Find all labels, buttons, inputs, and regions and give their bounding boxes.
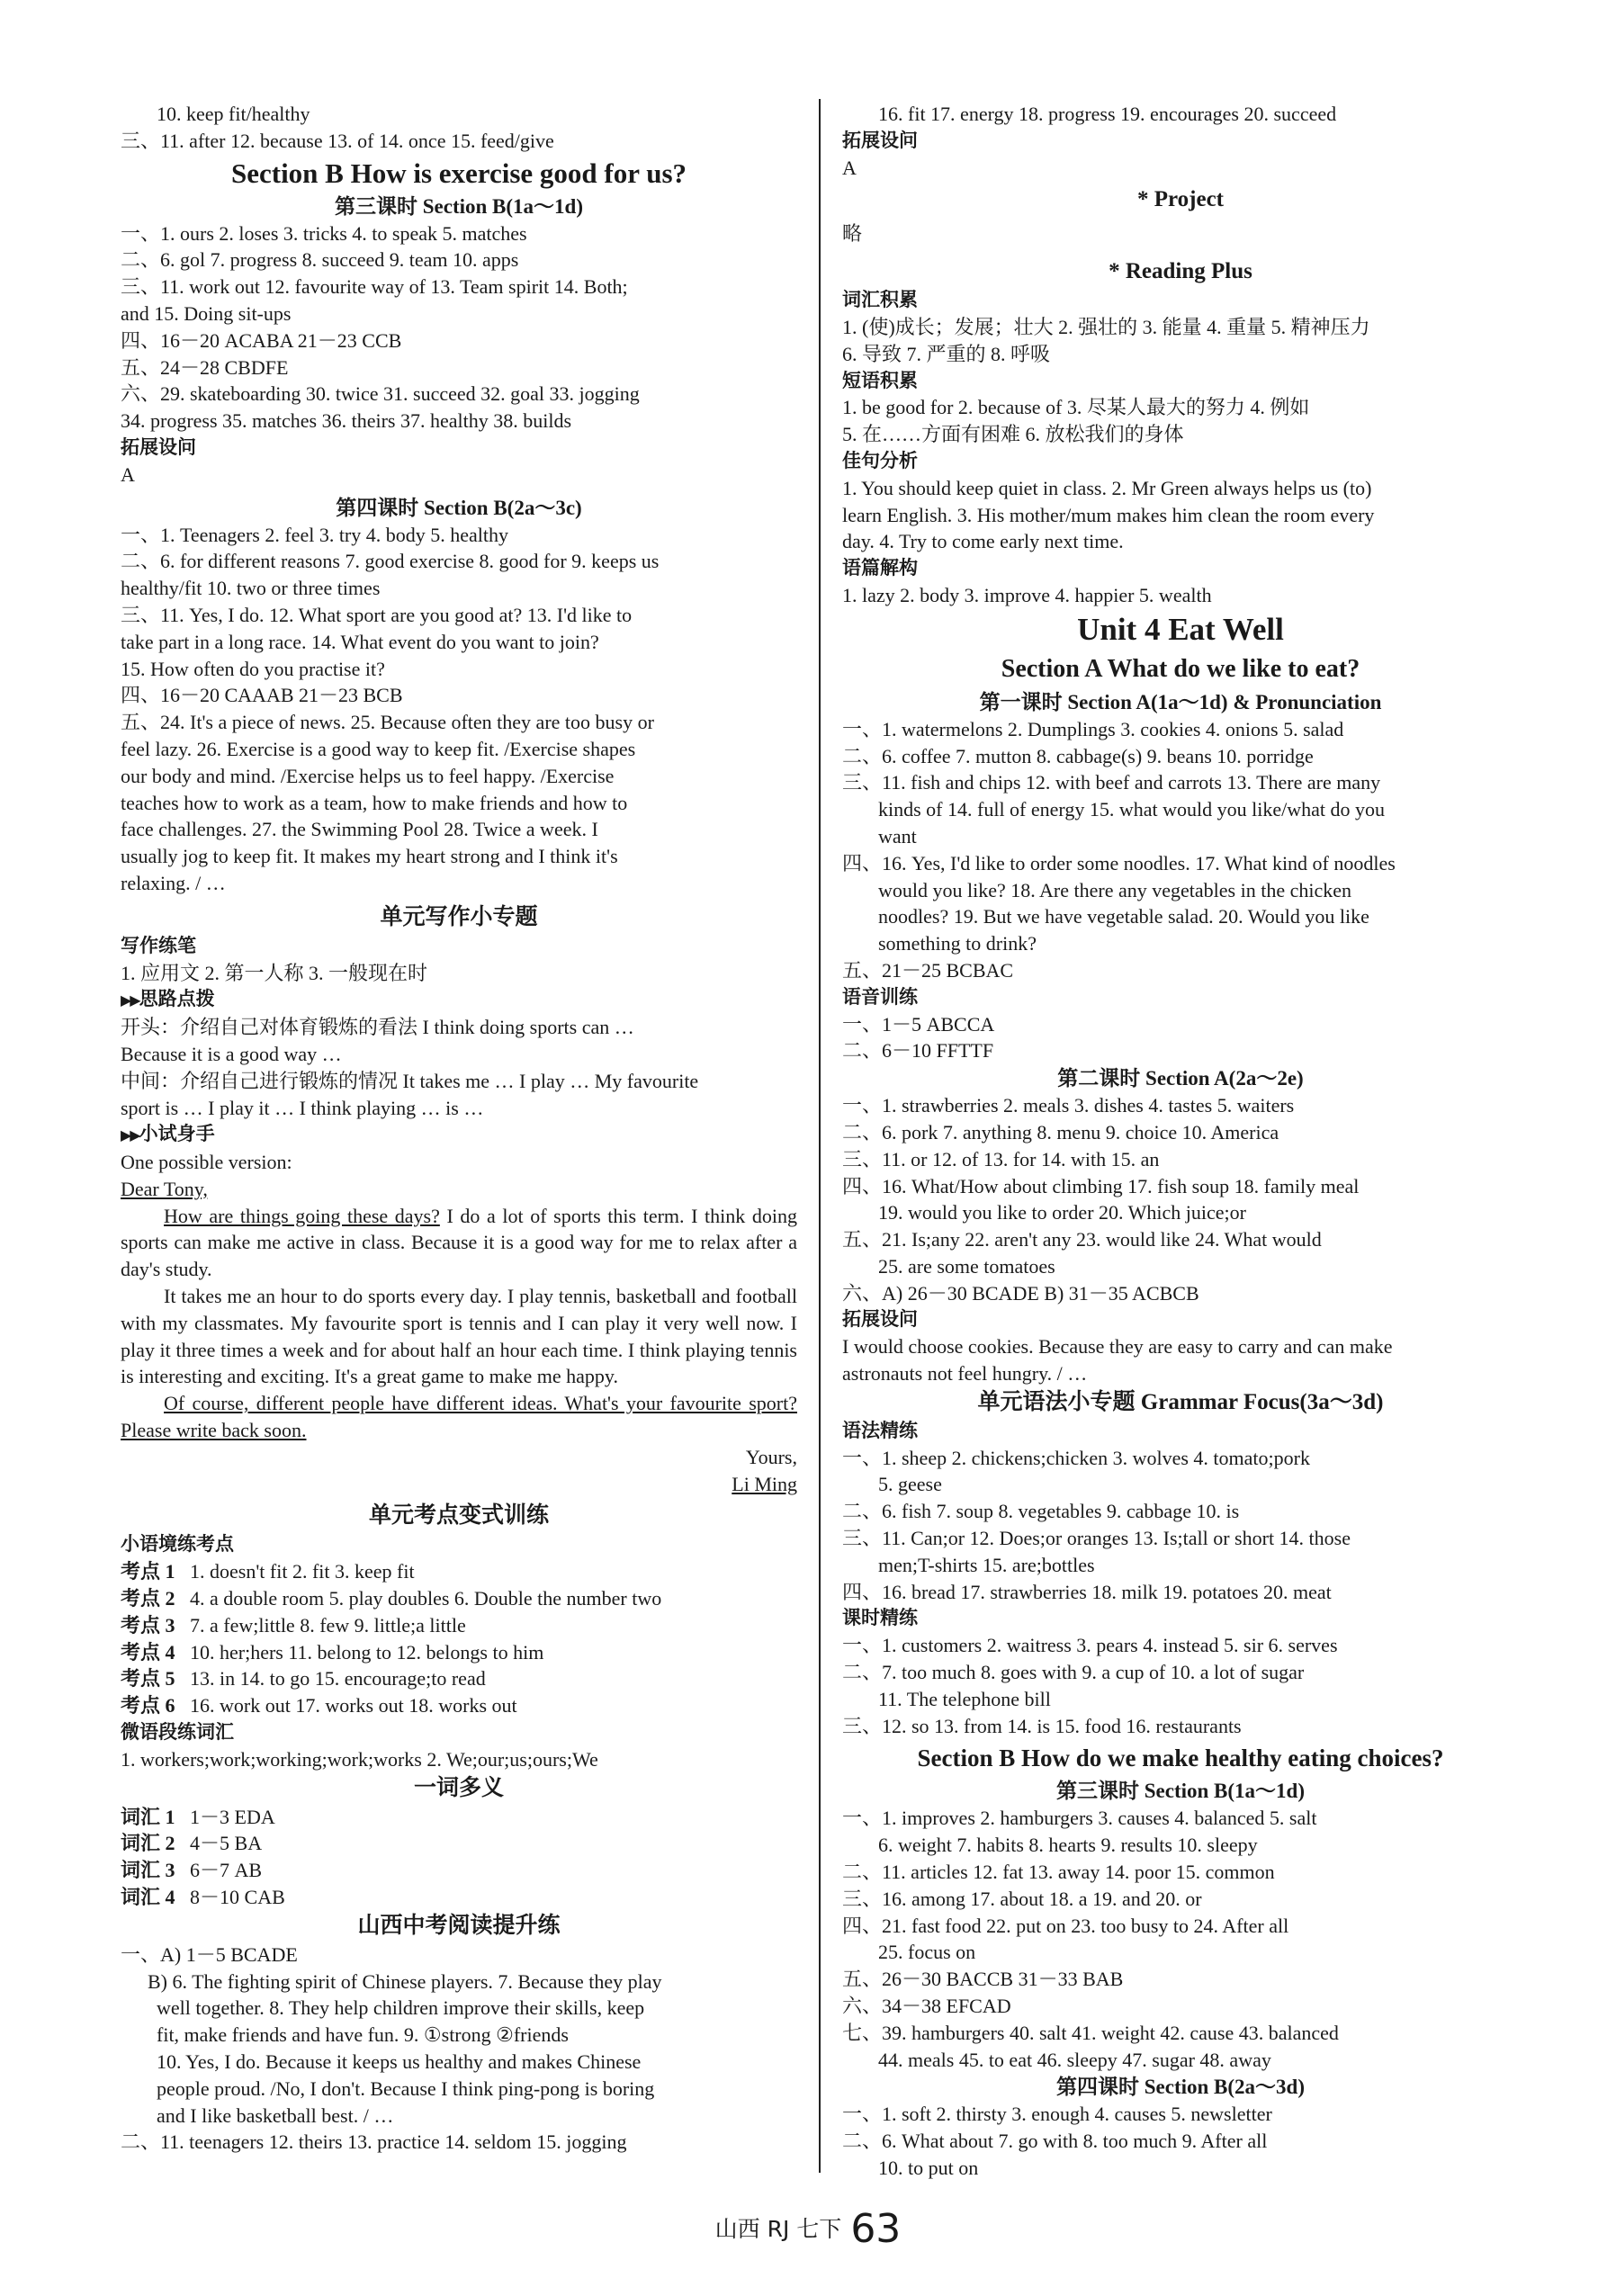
letter-signature: Li Ming	[732, 1472, 797, 1495]
answer-line: 6. weight 7. habits 8. hearts 9. results 10. sleepy	[878, 1834, 1258, 1857]
thinking-line: Because it is a good way …	[121, 1042, 342, 1065]
answer-line: 一、1. soft 2. thirsty 3. enough 4. causes 5. newsletter	[842, 2103, 1272, 2126]
answer-line: relaxing. / …	[121, 871, 226, 894]
answer-line: healthy/fit 10. two or three times	[121, 577, 381, 600]
letter-paragraph-2: It takes me an hour to do sports every day. I play tennis, basketball and football with my classmates. My favourite sport is tennis and I can play it very well now. I play it three times a week and for about half an hour each time. I think playing tennis is interesting and exciting. It's a great game to make me happy.	[121, 1285, 797, 1388]
page-number: 63	[850, 2206, 902, 2252]
lesson1-title: 第一课时 Section A(1a～1d) & Pronunciation	[979, 690, 1382, 713]
answer-line: 四、21. fast food 22. put on 23. too busy to 24. After all	[842, 1914, 1289, 1937]
variant-key: 考点 2	[121, 1587, 175, 1610]
extension-label: 拓展设问	[842, 129, 918, 151]
answer-line: 16. fit 17. energy 18. progress 19. encourages 20. succeed	[878, 103, 1337, 125]
polysemy-key: 词汇 4	[121, 1886, 175, 1909]
lesson3-title: 第三课时 Section B(1a～1d)	[335, 194, 583, 218]
phrase-label: 短语积累	[842, 369, 918, 391]
answer-line: 三、11. or 12. of 13. for 14. with 15. an	[842, 1147, 1160, 1170]
answer-line: 二、6. What about 7. go with 8. too much 9. After all	[842, 2130, 1268, 2153]
variant-key: 考点 3	[121, 1613, 175, 1637]
variant-value: 16. work out 17. works out 18. works out	[190, 1694, 517, 1718]
polysemy-key: 词汇 3	[121, 1859, 175, 1882]
project-title: * Project	[1136, 187, 1224, 212]
reading-title: 山西中考阅读提升练	[357, 1913, 561, 1938]
answer-line: 一、1－5 ABCCA	[842, 1012, 995, 1036]
extension-label: 拓展设问	[121, 435, 196, 458]
answer-line: take part in a long race. 14. What event do you want to join?	[121, 630, 599, 653]
variant-row	[121, 1665, 797, 1692]
polysemy-key: 词汇 1	[121, 1805, 175, 1828]
answer-line: 三、11. work out 12. favourite way of 13. Team spirit 14. Both;	[121, 275, 628, 299]
answer-line: 二、6. pork 7. anything 8. menu 9. choice 10. America	[842, 1120, 1279, 1144]
sentence-label: 佳句分析	[842, 449, 918, 471]
answer-line: 一、1. customers 2. waitress 3. pears 4. instead 5. sir 6. serves	[842, 1634, 1338, 1657]
grammar-title: 单元语法小专题 Grammar Focus(3a～3d)	[977, 1389, 1384, 1414]
answer-line: 七、39. hamburgers 40. salt 41. weight 42. cause 43. balanced	[842, 2021, 1339, 2044]
answer-line: I would choose cookies. Because they are easy to carry and can make	[842, 1335, 1393, 1359]
answer-line: 四、16. bread 17. strawberries 18. milk 19. potatoes 20. meat	[842, 1580, 1332, 1603]
phonetics-label: 语音训练	[842, 985, 918, 1008]
answer-line: well together. 8. They help children improve their skills, keep	[157, 1996, 645, 2020]
answer-line: 二、6. gol 7. progress 8. succeed 9. team 10. apps	[121, 248, 519, 272]
answer-line: 五、21. Is;any 22. aren't any 23. would like 24. What would	[842, 1228, 1322, 1251]
answer-line: 10. to put on	[878, 2157, 979, 2179]
answer-line: men;T-shirts 15. are;bottles	[878, 1553, 1095, 1576]
thinking-line: 中间：介绍自己进行锻炼的情况 It takes me … I play … My favourite	[121, 1069, 699, 1092]
answer-line: feel lazy. 26. Exercise is a good way to keep fit. /Exercise shapes	[121, 737, 636, 760]
answer-line: 1. (使)成长；发展；壮大 2. 强壮的 3. 能量 4. 重量 5. 精神压力	[842, 315, 1370, 338]
left-column	[121, 101, 797, 2156]
micro-label: 微语段练词汇	[121, 1721, 234, 1744]
polysemy-row	[121, 1830, 797, 1857]
extension-answer: A	[121, 462, 135, 486]
variant-value: 10. her;hers 11. belong to 12. belongs to him	[190, 1640, 544, 1664]
answer-line: fit, make friends and have fun. 9. ①strong ②friends	[157, 2023, 569, 2047]
variant-row	[121, 1692, 797, 1719]
letter-paragraph-1	[121, 1203, 797, 1283]
answer-line: 25. are some tomatoes	[878, 1254, 1055, 1278]
answer-line: 5. 在……方面有困难 6. 放松我们的身体	[842, 423, 1184, 446]
answer-line: 二、6. for different reasons 7. good exercise 8. good for 9. keeps us	[121, 550, 660, 573]
variant-title: 单元考点变式训练	[368, 1503, 549, 1529]
answer-line: 三、11. Can;or 12. Does;or oranges 13. Is;tall or short 14. those	[842, 1527, 1351, 1550]
answer-line: kinds of 14. full of energy 15. what would you like/what do you	[878, 798, 1385, 821]
answer-line: 二、6. coffee 7. mutton 8. cabbage(s) 9. beans 10. porridge	[842, 744, 1314, 767]
answer-line: 25. focus on	[878, 1941, 976, 1964]
micro-answer: 1. workers;work;working;work;works 2. We;our;us;ours;We	[121, 1747, 598, 1771]
section-a-title: Section A What do we like to eat?	[1001, 654, 1360, 683]
answer-line: 六、29. skateboarding 30. twice 31. succeed 32. goal 33. jogging	[121, 382, 640, 406]
answer-line: 五、24. It's a piece of news. 25. Because often they are too busy or	[121, 711, 654, 734]
section-b2-title: Section B How do we make healthy eating choices?	[917, 1744, 1444, 1772]
variant-value: 7. a few;little 8. few 9. little;a little	[190, 1613, 466, 1637]
answer-line: 四、16－20 CAAAB 21－23 BCB	[121, 684, 403, 707]
reading-plus-title: * Reading Plus	[1109, 259, 1252, 284]
letter-greeting: Dear Tony,	[121, 1177, 208, 1200]
answer-line: 10. Yes, I do. Because it keeps us healthy and makes Chinese	[157, 2050, 642, 2073]
answer-line: 二、11. teenagers 12. theirs 13. practice 14. seldom 15. jogging	[121, 2130, 627, 2154]
polysemy-title: 一词多义	[413, 1775, 504, 1800]
answer-line: 五、24－28 CBDFE	[121, 355, 289, 379]
polysemy-value: 4－5 BA	[190, 1832, 263, 1855]
answer-line: day. 4. Try to come early next time.	[842, 530, 1124, 553]
page-footer	[0, 2206, 1616, 2252]
answer-line: 一、1. ours 2. loses 3. tricks 4. to speak 5. matches	[121, 221, 527, 245]
answer-line: 三、11. fish and chips 12. with beef and carrots 13. There are many	[842, 771, 1381, 794]
polysemy-value: 8－10 CAB	[190, 1886, 285, 1909]
variant-value: 4. a double room 5. play doubles 6. Double the number two	[190, 1587, 662, 1610]
writing-practice-label: 写作练笔	[121, 934, 196, 956]
variant-row	[121, 1558, 797, 1585]
lesson3b-title: 第三课时 Section B(1a～1d)	[1056, 1780, 1305, 1803]
try-label: 小试身手	[139, 1123, 215, 1145]
polysemy-row	[121, 1857, 797, 1884]
answer-line: 10. keep fit/healthy	[157, 103, 310, 125]
answer-line: 19. would you like to order 20. Which juice;or	[878, 1201, 1246, 1224]
writing-title: 单元写作小专题	[380, 904, 538, 929]
letter-body-1: I do a lot of sports this term. I think doing sports can make me active in class. Because it is a good way for me to relax after a day's study.	[121, 1204, 797, 1281]
answer-line: 1. lazy 2. body 3. improve 4. happier 5. wealth	[842, 583, 1212, 606]
answer-line: people proud. /No, I don't. Because I think ping-pong is boring	[157, 2076, 655, 2100]
answer-line: 二、7. too much 8. goes with 9. a cup of 10. a lot of sugar	[842, 1661, 1305, 1684]
variant-key: 考点 4	[121, 1640, 175, 1664]
thinking-line: 开头：介绍自己对体育锻炼的看法 I think doing sports can …	[121, 1016, 634, 1039]
variant-value: 13. in 14. to go 15. encourage;to read	[190, 1667, 486, 1691]
variant-key: 考点 5	[121, 1667, 175, 1691]
variant-label: 小语境练考点	[121, 1533, 234, 1556]
writing-practice-answer: 1. 应用文 2. 第一人称 3. 一般现在时	[121, 961, 428, 984]
lesson-practice-label: 课时精练	[842, 1607, 918, 1629]
answer-line: learn English. 3. His mother/mum makes him clean the room every	[842, 503, 1375, 526]
column-divider	[819, 99, 821, 2173]
answer-line: 15. How often do you practise it?	[121, 657, 385, 680]
answer-line: 三、11. after 12. because 13. of 14. once 15. feed/give	[121, 129, 554, 152]
answer-line: astronauts not feel hungry. / …	[842, 1362, 1088, 1386]
discourse-label: 语篇解构	[842, 557, 918, 579]
vocab-label: 词汇积累	[842, 289, 918, 311]
letter-opening-sentence: How are things going these days?	[164, 1204, 440, 1227]
answer-line: 一、1. improves 2. hamburgers 3. causes 4. balanced 5. salt	[842, 1807, 1317, 1830]
answer-line: our body and mind. /Exercise helps us to feel happy. /Exercise	[121, 764, 615, 787]
thinking-line: sport is … I play it … I think playing … is …	[121, 1096, 484, 1119]
answer-line: 四、16－20 ACABA 21－23 CCB	[121, 328, 402, 352]
variant-row	[121, 1612, 797, 1639]
answer-line: 二、6. fish 7. soup 8. vegetables 9. cabbage 10. is	[842, 1500, 1240, 1523]
answer-line: 六、34－38 EFCAD	[842, 1995, 1011, 2018]
section-b-title: Section B How is exercise good for us?	[230, 157, 687, 189]
answer-line: face challenges. 27. the Swimming Pool 28. Twice a week. I	[121, 818, 598, 841]
answer-line: 六、A) 26－30 BCADE B) 31－35 ACBCB	[842, 1281, 1199, 1305]
answer-line: 三、12. so 13. from 14. is 15. food 16. restaurants	[842, 1714, 1242, 1737]
answer-line: 五、26－30 BACCB 31－33 BAB	[842, 1968, 1124, 1991]
answer-line: 二、6－10 FFTTF	[842, 1039, 994, 1063]
answer-line: 1. be good for 2. because of 3. 尽某人最大的努力 4. 例如	[842, 396, 1310, 419]
arrow-icon: ▶▶	[121, 1126, 139, 1144]
answer-line: 一、1. strawberries 2. meals 3. dishes 4. tastes 5. waiters	[842, 1094, 1295, 1117]
polysemy-value: 6－7 AB	[190, 1859, 263, 1882]
project-answer: 略	[842, 222, 863, 246]
answer-line: would you like? 18. Are there any vegetables in the chicken	[878, 878, 1351, 901]
answer-line: 11. The telephone bill	[878, 1687, 1051, 1710]
lesson4b-title: 第四课时 Section B(2a～3d)	[1056, 2076, 1305, 2099]
unit4-title: Unit 4 Eat Well	[1077, 611, 1284, 647]
answer-line: 三、11. Yes, I do. 12. What sport are you good at? 13. I'd like to	[121, 603, 633, 626]
answer-line: 一、1. Teenagers 2. feel 3. try 4. body 5. healthy	[121, 523, 509, 546]
lesson4-title: 第四课时 Section B(2a～3c)	[336, 496, 582, 519]
answer-line: 6. 导致 7. 严重的 8. 呼吸	[842, 342, 1051, 365]
answer-line: 二、11. articles 12. fat 13. away 14. poor 15. common	[842, 1861, 1275, 1884]
polysemy-key: 词汇 2	[121, 1832, 175, 1855]
answer-line: 44. meals 45. to eat 46. sleepy 47. sugar 48. away	[878, 2048, 1271, 2071]
extension-label: 拓展设问	[842, 1308, 918, 1331]
answer-line: 四、16. Yes, I'd like to order some noodles. 17. What kind of noodles	[842, 851, 1396, 874]
grammar-label: 语法精练	[842, 1419, 918, 1441]
arrow-icon: ▶▶	[121, 991, 139, 1009]
answer-line: something to drink?	[878, 932, 1037, 955]
answer-line: usually jog to keep fit. It makes my heart strong and I think it's	[121, 845, 618, 868]
answer-line: 三、16. among 17. about 18. a 19. and 20. or	[842, 1887, 1202, 1910]
letter-paragraph-3	[121, 1390, 797, 1444]
answer-line: 一、A) 1－5 BCADE	[121, 1942, 298, 1966]
answer-line: teaches how to work as a team, how to make friends and how to	[121, 791, 628, 814]
answer-line: 四、16. What/How about climbing 17. fish soup 18. family meal	[842, 1174, 1360, 1197]
variant-row	[121, 1585, 797, 1612]
answer-line: and 15. Doing sit-ups	[121, 301, 292, 325]
answer-line: 五、21－25 BCBAC	[842, 958, 1014, 982]
polysemy-row	[121, 1804, 797, 1831]
letter-closing-sentence: Of course, different people have different ideas. What's your favourite sport? Please write back soon.	[121, 1392, 797, 1442]
answer-line: 1. You should keep quiet in class. 2. Mr Green always helps us (to)	[842, 476, 1372, 499]
answer-line: want	[878, 824, 917, 848]
thinking-label: 思路点拨	[139, 988, 215, 1010]
variant-value: 1. doesn't fit 2. fit 3. keep fit	[190, 1560, 415, 1583]
variant-key: 考点 1	[121, 1560, 175, 1583]
answer-line: B) 6. The fighting spirit of Chinese players. 7. Because they play	[148, 1969, 662, 1993]
answer-line: 34. progress 35. matches 36. theirs 37. healthy 38. builds	[121, 409, 572, 433]
answer-line: and I like basketball best. / …	[157, 2103, 394, 2127]
polysemy-value: 1－3 EDA	[190, 1805, 275, 1828]
variant-row	[121, 1639, 797, 1666]
answer-line: 5. geese	[878, 1473, 942, 1496]
variant-key: 考点 6	[121, 1694, 175, 1718]
footer-label: 山西 RJ 七下	[714, 2216, 842, 2242]
polysemy-row	[121, 1884, 797, 1911]
answer-line: 一、1. sheep 2. chickens;chicken 3. wolves 4. tomato;pork	[842, 1446, 1310, 1469]
answer-line: 一、1. watermelons 2. Dumplings 3. cookies 4. onions 5. salad	[842, 717, 1344, 740]
right-column	[842, 101, 1519, 2182]
lesson2-title: 第二课时 Section A(2a～2e)	[1057, 1067, 1304, 1090]
sample-intro: One possible version:	[121, 1151, 292, 1174]
letter-sign-off: Yours,	[745, 1445, 797, 1468]
extension-answer: A	[842, 156, 857, 179]
answer-line: noodles? 19. But we have vegetable salad. 20. Would you like	[878, 905, 1369, 928]
